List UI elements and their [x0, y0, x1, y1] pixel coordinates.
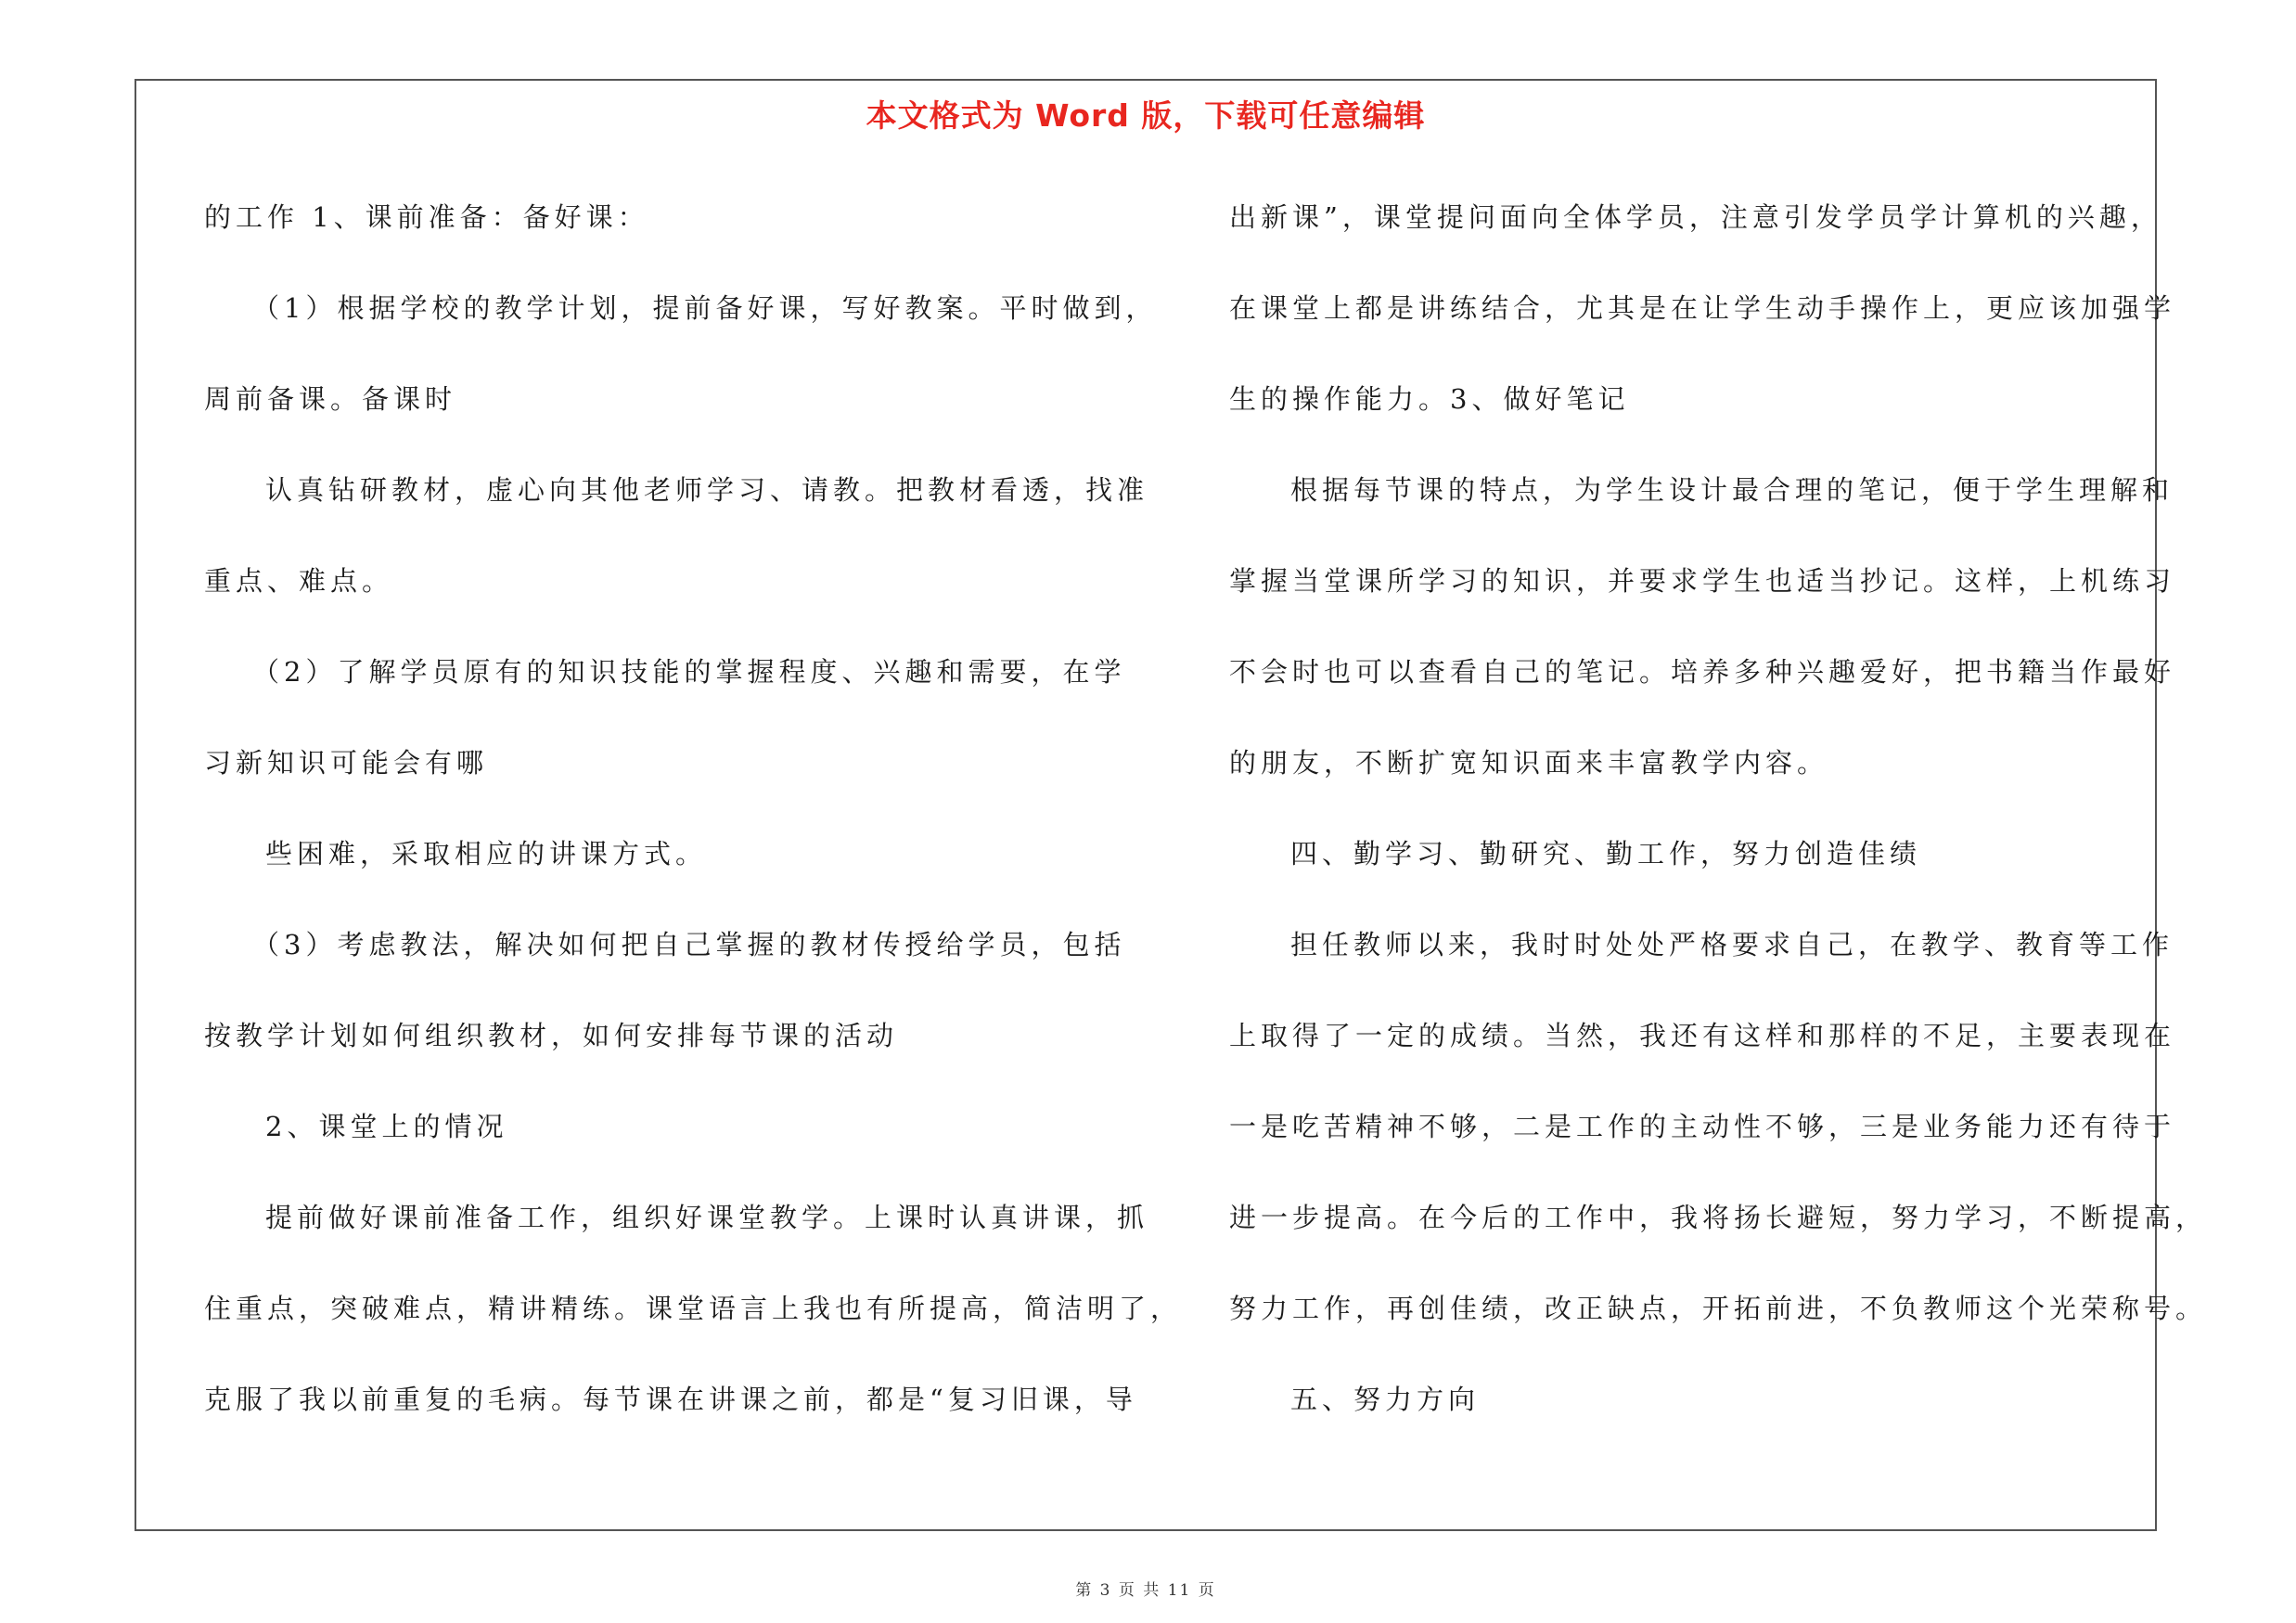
text-line: 2、课堂上的情况: [265, 1111, 508, 1142]
text-line: 担任教师以来，我时时处处严格要求自己，在教学、教育等工作: [1290, 929, 2174, 960]
word-format-banner: 本文格式为 Word 版，下载可任意编辑: [866, 97, 1426, 134]
text-line: 四、勤学习、勤研究、勤工作，努力创造佳绩: [1290, 838, 1922, 869]
text-line: 不会时也可以查看自己的笔记。培养多种兴趣爱好，把书籍当作最好: [1229, 656, 2176, 688]
text-line: 的朋友，不断扩宽知识面来丰富教学内容。: [1229, 747, 1829, 779]
text-line: 进一步提高。在今后的工作中，我将扬长避短，努力学习，不断提高，: [1229, 1202, 2208, 1233]
text-line: 周前备课。备课时: [204, 383, 457, 415]
text-line: 按教学计划如何组织教材，如何安排每节课的活动: [204, 1020, 899, 1051]
text-line: （1）根据学校的教学计划，提前备好课，写好教案。平时做到，: [252, 292, 1158, 324]
text-line: 生的操作能力。3、做好笔记: [1229, 383, 1630, 415]
right-column: [1229, 172, 2208, 1445]
text-line: 些困难，采取相应的讲课方式。: [265, 838, 708, 869]
text-line: 上取得了一定的成绩。当然，我还有这样和那样的不足，主要表现在: [1229, 1020, 2176, 1051]
text-line: 住重点，突破难点，精讲精练。课堂语言上我也有所提高，简洁明了，: [204, 1293, 1183, 1324]
text-line: 认真钻研教材，虚心向其他老师学习、请教。把教材看透，找准: [265, 474, 1149, 506]
text-line: （2）了解学员原有的知识技能的掌握程度、兴趣和需要，在学: [252, 656, 1126, 688]
text-line: 根据每节课的特点，为学生设计最合理的笔记，便于学生理解和: [1290, 474, 2174, 506]
page-number: 第 3 页 共 11 页: [1075, 1581, 1216, 1600]
text-line: 克服了我以前重复的毛病。每节课在讲课之前，都是“复习旧课，导: [204, 1384, 1137, 1415]
text-line: 努力工作，再创佳绩，改正缺点，开拓前进，不负教师这个光荣称号。: [1229, 1293, 2208, 1324]
text-line: 一是吃苦精神不够，二是工作的主动性不够，三是业务能力还有待于: [1229, 1111, 2176, 1142]
text-line: 出新课”，课堂提问面向全体学员，注意引发学员学计算机的兴趣，: [1229, 201, 2162, 233]
left-column: [204, 172, 1183, 1445]
text-line: 五、努力方向: [1290, 1384, 1481, 1415]
text-line: 的工作 1、课前准备：备好课：: [204, 201, 649, 233]
text-line: 重点、难点。: [204, 565, 394, 597]
text-line: 掌握当堂课所学习的知识，并要求学生也适当抄记。这样，上机练习: [1229, 565, 2176, 597]
text-line: （3）考虑教法，解决如何把自己掌握的教材传授给学员，包括: [252, 929, 1126, 960]
text-line: 在课堂上都是讲练结合，尤其是在让学生动手操作上，更应该加强学: [1229, 292, 2176, 324]
text-line: 习新知识可能会有哪: [204, 747, 489, 779]
text-line: 提前做好课前准备工作，组织好课堂教学。上课时认真讲课，抓: [265, 1202, 1149, 1233]
